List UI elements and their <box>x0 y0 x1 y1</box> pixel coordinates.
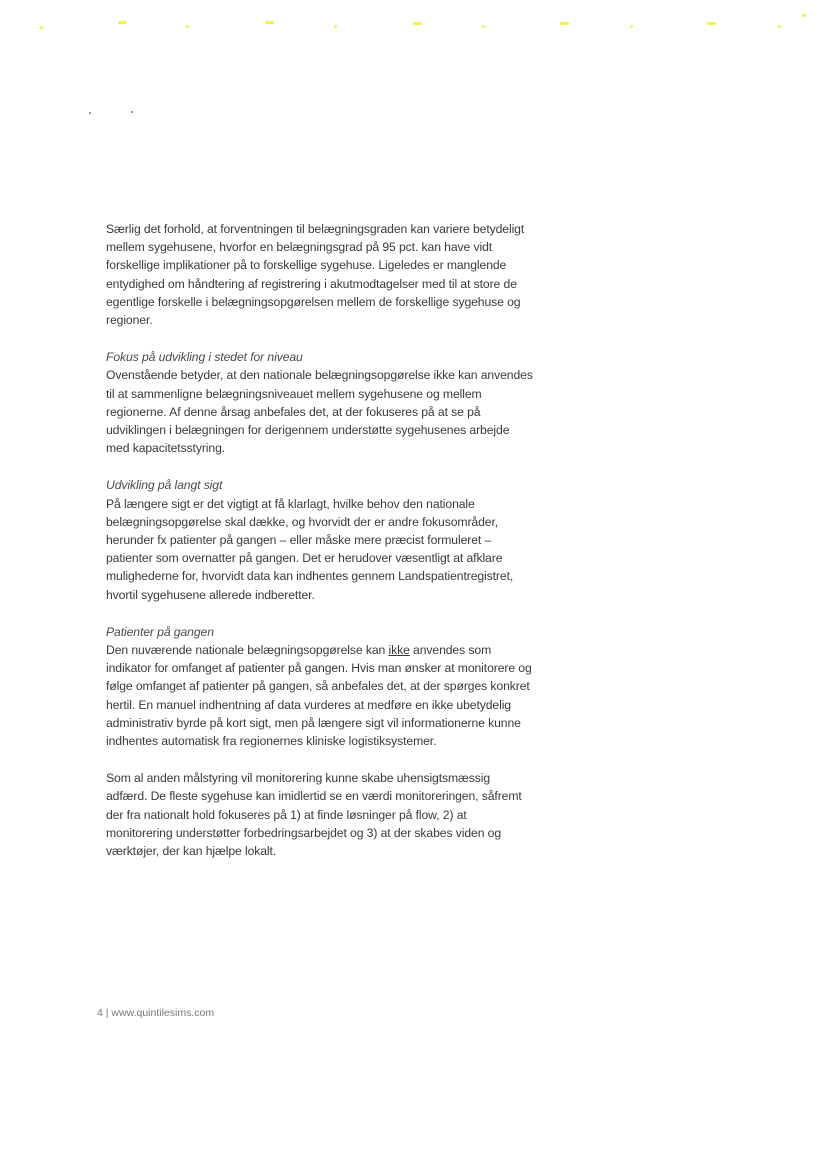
scan-dot <box>131 111 133 113</box>
closing-paragraph: Som al anden målstyring vil monitorering kunne skabe uhensigtsmæssig adfærd. De fleste sygehuse kan imidlertid se en værdi monitoreringen, såfremt der fra nationalt hold fokuseres på 1) at finde løsninger på flow, 2) at monitorering understøtter forbedringsarbejdet og 3) at der skabes viden og værktøjer, der kan hjælpe lokalt. <box>106 771 522 859</box>
scan-mark <box>118 21 127 24</box>
scan-mark <box>778 25 781 28</box>
scan-mark <box>40 26 43 29</box>
scan-marks <box>0 0 828 40</box>
paragraph-text: Den nuværende nationale belægningsopgørelse kan <box>106 643 389 658</box>
scan-mark <box>186 25 189 28</box>
section-paragraph: Ovenstående betyder, at den nationale belægningsopgørelse ikke kan anvendes til at sammenligne belægningsniveauet mellem sygehusene og mellem regionerne. Af denne årsag anbefales det, at der fokuseres på at se på udviklingen i belægningen for derigennem understøtte sygehusenes arbejde med kapacitetsstyring. <box>106 368 533 456</box>
page-footer: 4 | www.quintilesims.com <box>97 1007 215 1019</box>
page-body <box>106 220 534 860</box>
scan-dot <box>89 112 91 114</box>
scan-mark <box>482 25 485 28</box>
scan-mark <box>560 22 569 25</box>
section-focus-development <box>106 348 534 457</box>
section-heading: Udvikling på langt sigt <box>106 478 223 493</box>
scan-mark <box>334 25 337 28</box>
paragraph-text: anvendes som indikator for omfanget af patienter på gangen. Hvis man ønsker at monitorere og følge omfanget af patienter på gangen, så anbefales det, at der spørges konkret hertil. En manuel indhentning af data vurderes at medføre en ikke ubetydelig administrativ byrde på kort sigt, men på længere sigt vil informationerne kunne indhentes automatisk fra regionernes kliniske logistiksystemer. <box>106 643 532 749</box>
section-paragraph <box>106 641 534 750</box>
section-heading: Patienter på gangen <box>106 624 214 639</box>
scan-mark <box>707 22 716 25</box>
scan-mark <box>630 25 633 28</box>
scan-mark <box>413 22 422 25</box>
underlined-word: ikke <box>388 643 410 658</box>
scan-mark <box>802 14 806 17</box>
section-long-term <box>106 476 534 603</box>
intro-paragraph: Særlig det forhold, at forventningen til belægningsgraden kan variere betydeligt mellem sygehusene, hvorfor en belægningsgrad på 95 pct. kan have vidt forskellige implikationer på to forskellige sygehuse. Ligeledes er manglende entydighed om håndtering af registrering i akutmodtagelser med til at store de egentlige forskelle i belægningsopgørelsen mellem de forskellige sygehuse og regioner. <box>106 222 525 328</box>
section-patients-corridor <box>106 623 534 750</box>
section-paragraph: På længere sigt er det vigtigt at få klarlagt, hvilke behov den nationale belægningsopgørelse skal dække, og hvorvidt der er andre fokusområder, herunder fx patienter på gangen – eller måske mere præcist formuleret – patienter som overnatter på gangen. Det er herudover væsentligt at afklare mulighederne for, hvorvidt data kan indhentes gennem Landspatientregistret, hvortil sygehusene allerede indberetter. <box>106 496 514 602</box>
scan-mark <box>265 21 274 24</box>
section-closing <box>106 769 534 860</box>
section-heading: Fokus på udvikling i stedet for niveau <box>106 350 303 365</box>
